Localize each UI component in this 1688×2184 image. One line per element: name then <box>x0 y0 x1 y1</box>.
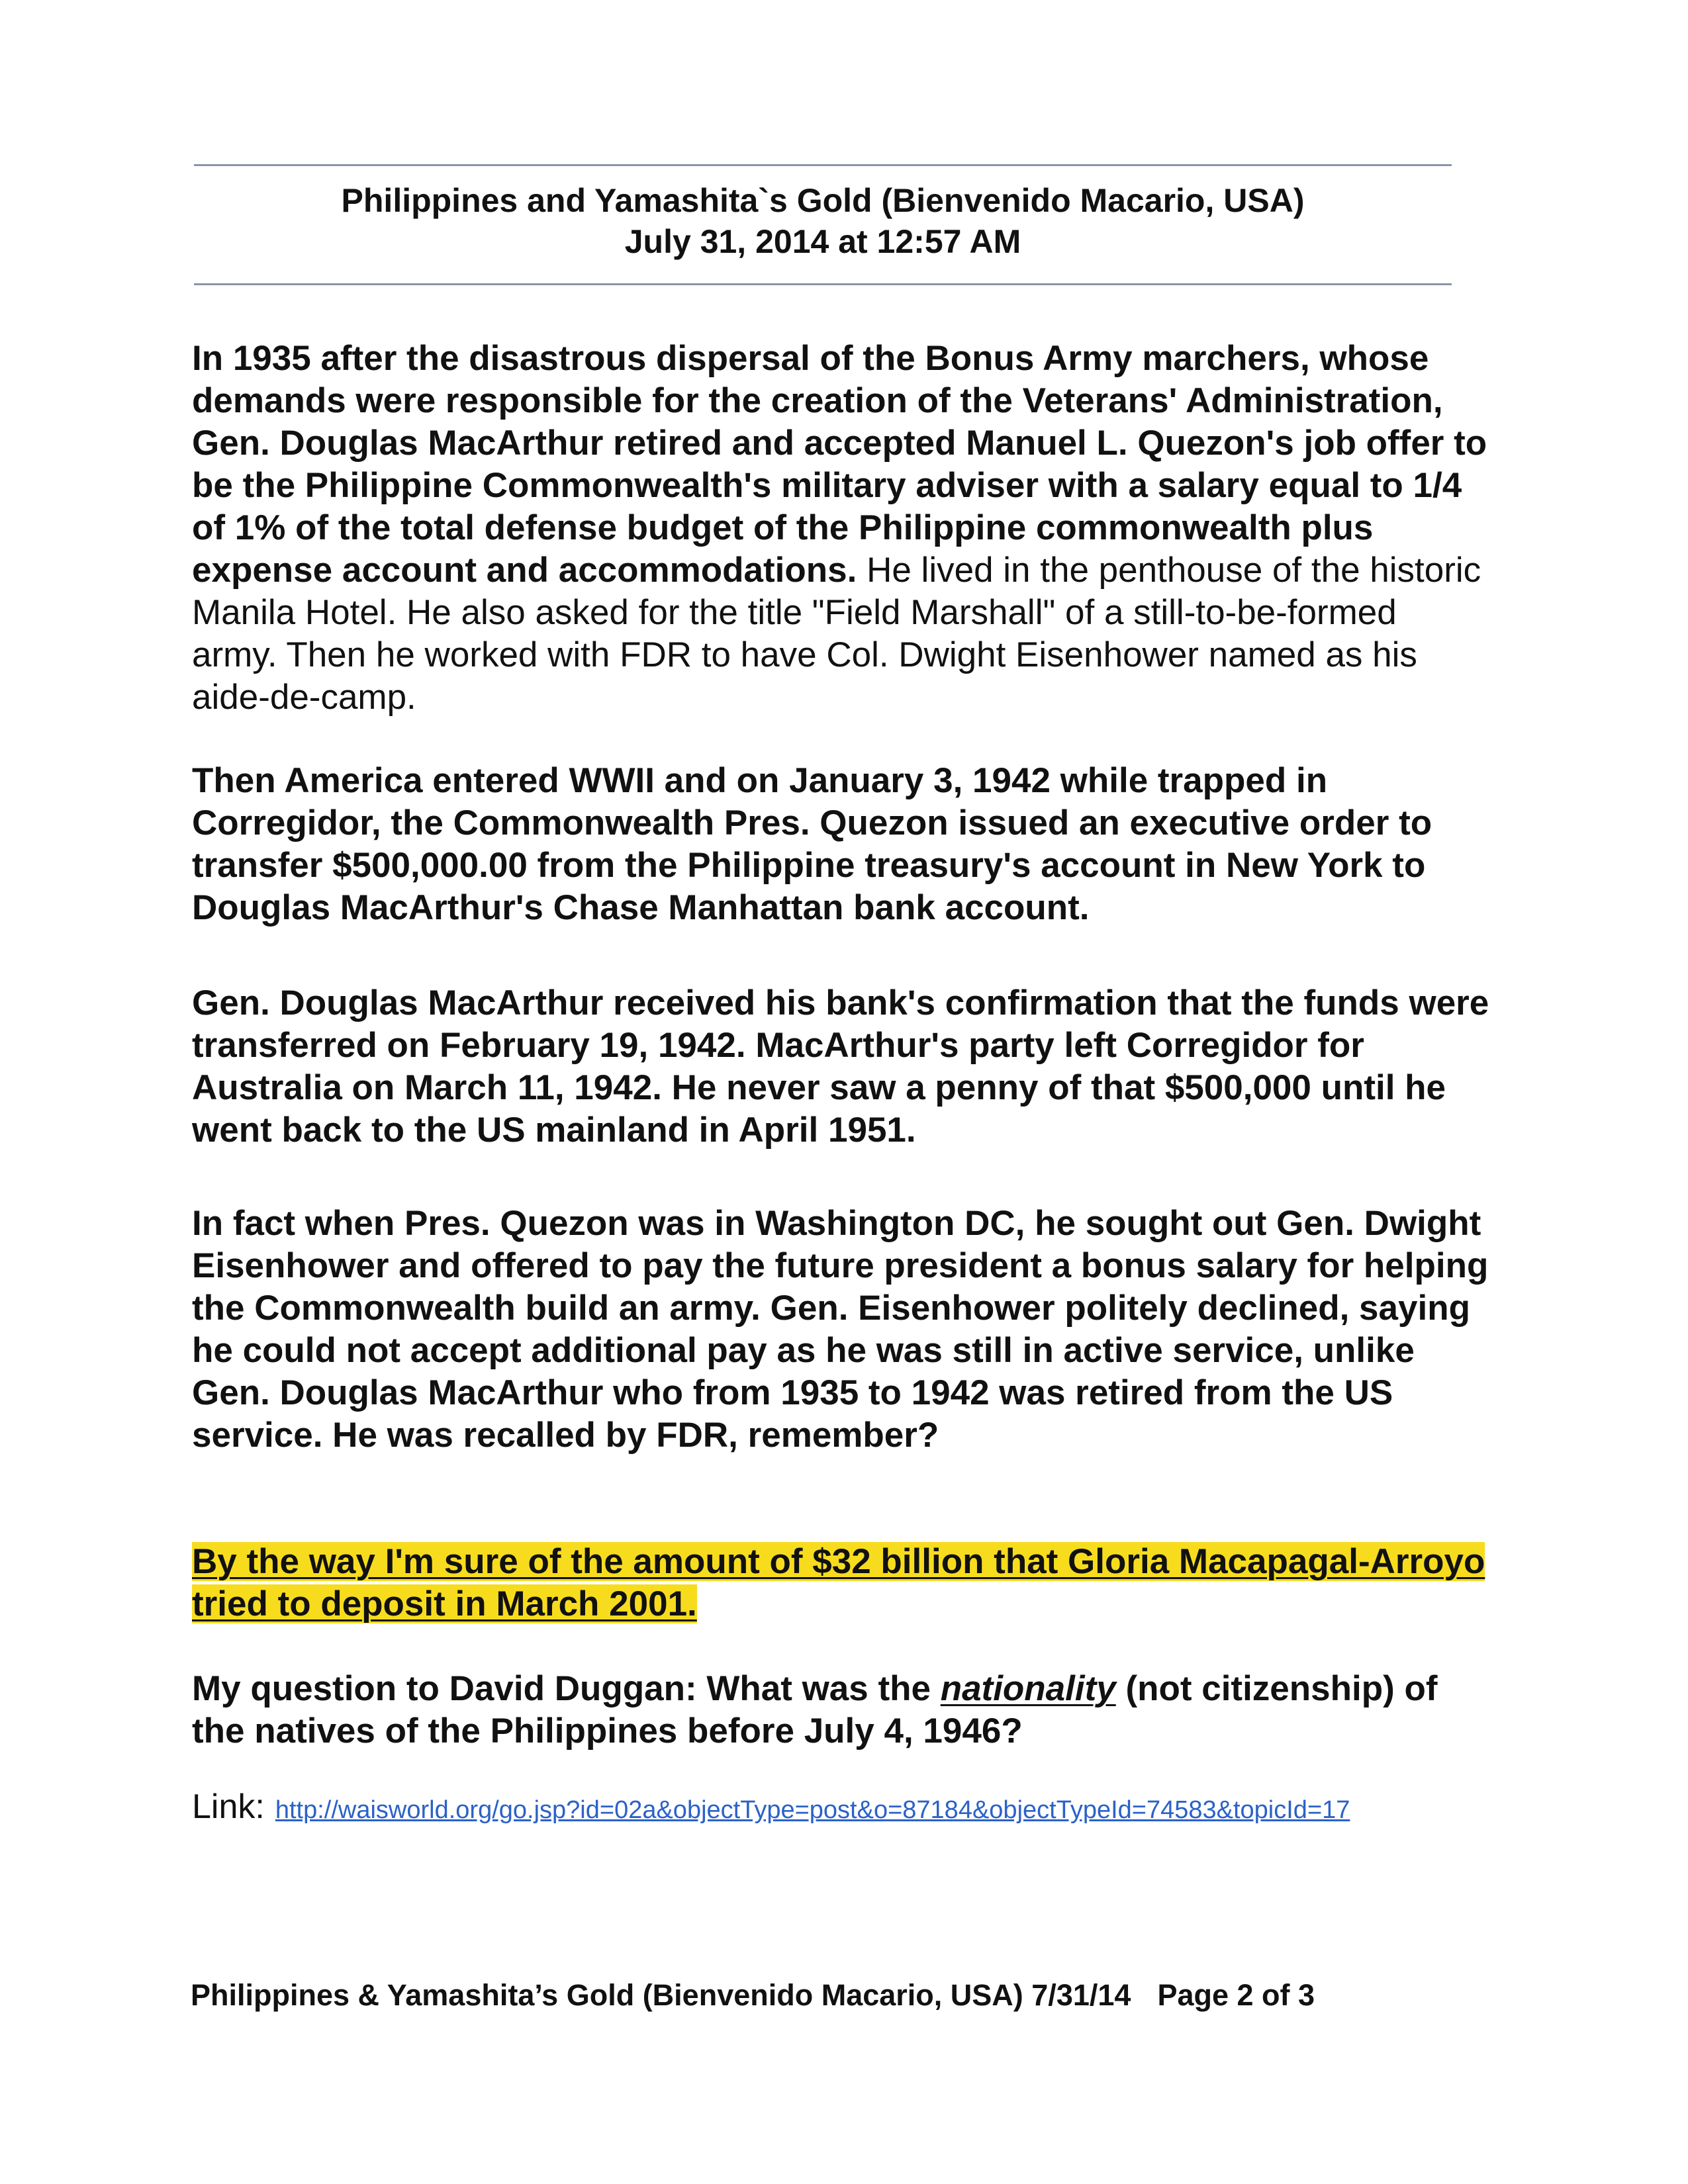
paragraph-3: Gen. Douglas MacArthur received his bank's confirmation that the funds were transferred on February 19, 1942. MacArthur's party left Corregidor for Australia on March 11, 1942. He never saw a penny of that $500,000 until he went back to the US mainland in April 1951. <box>192 983 1489 1150</box>
page-footer <box>191 1976 1315 2015</box>
paragraph-2: Then America entered WWII and on January 3, 1942 while trapped in Corregidor, the Commonwealth Pres. Quezon issued an executive order to transfer $500,000.00 from the Philippine treasury's account in New York to Douglas MacArthur's Chase Manhattan bank account. <box>192 761 1432 927</box>
footer-page-number: Page 2 of 3 <box>1157 1978 1315 2012</box>
paragraph-5 <box>192 1541 1489 1625</box>
link-label: Link: <box>192 1788 265 1826</box>
question-text-end: (not citizenship) of the natives of the Philippines before July 4, 1946? <box>192 1669 1438 1751</box>
question-text-start: My question to David Duggan: What was the <box>192 1669 941 1708</box>
document-title: Philippines and Yamashita`s Gold (Bienvenido Macario, USA) <box>341 182 1305 219</box>
paragraph-1-bold: In 1935 after the disastrous dispersal of the Bonus Army marchers, whose demands were responsible for the creation of the Veterans' Administration, Gen. Douglas MacArthur retired and accepted Manuel L. Quezon's job offer to be the Philippine Commonwealth's military adviser with a salary equal to 1/4 of 1% of the total defense budget of the Philippine commonwealth plus expense account and accommodations. <box>192 339 1487 590</box>
nationality-emphasis: nationality <box>940 1669 1116 1708</box>
header-bottom-rule <box>194 283 1452 285</box>
paragraph-6 <box>192 1668 1489 1752</box>
link-row <box>192 1787 1516 1827</box>
paragraph-1 <box>192 338 1489 719</box>
footer-document-info: Philippines & Yamashita’s Gold (Bienvenido Macario, USA) 7/31/14 <box>191 1978 1131 2012</box>
paragraph-4: In fact when Pres. Quezon was in Washington DC, he sought out Gen. Dwight Eisenhower and offered to pay the future president a bonus salary for helping the Commonwealth build an army. Gen. Eisenhower politely declined, saying he could not accept additional pay as he was still in active service, unlike Gen. Douglas MacArthur who from 1935 to 1942 was retired from the US service. He was recalled by FDR, remember? <box>192 1204 1489 1455</box>
source-link[interactable]: http://waisworld.org/go.jsp?id=02a&objectType=post&o=87184&objectTypeId=74583&topicId=17 <box>275 1796 1350 1824</box>
paragraph-1-regular: He lived in the penthouse of the historic Manila Hotel. He also asked for the title "Field Marshall" of a still-to-be-formed army. Then he worked with FDR to have Col. Dwight Eisenhower named as his aide-de-camp. <box>192 551 1481 717</box>
header-top-rule <box>194 164 1452 166</box>
highlighted-text: By the way I'm sure of the amount of $32 billion that Gloria Macapagal-Arroyo tried to deposit in March 2001. <box>192 1542 1485 1623</box>
document-date: July 31, 2014 at 12:57 AM <box>624 223 1021 260</box>
